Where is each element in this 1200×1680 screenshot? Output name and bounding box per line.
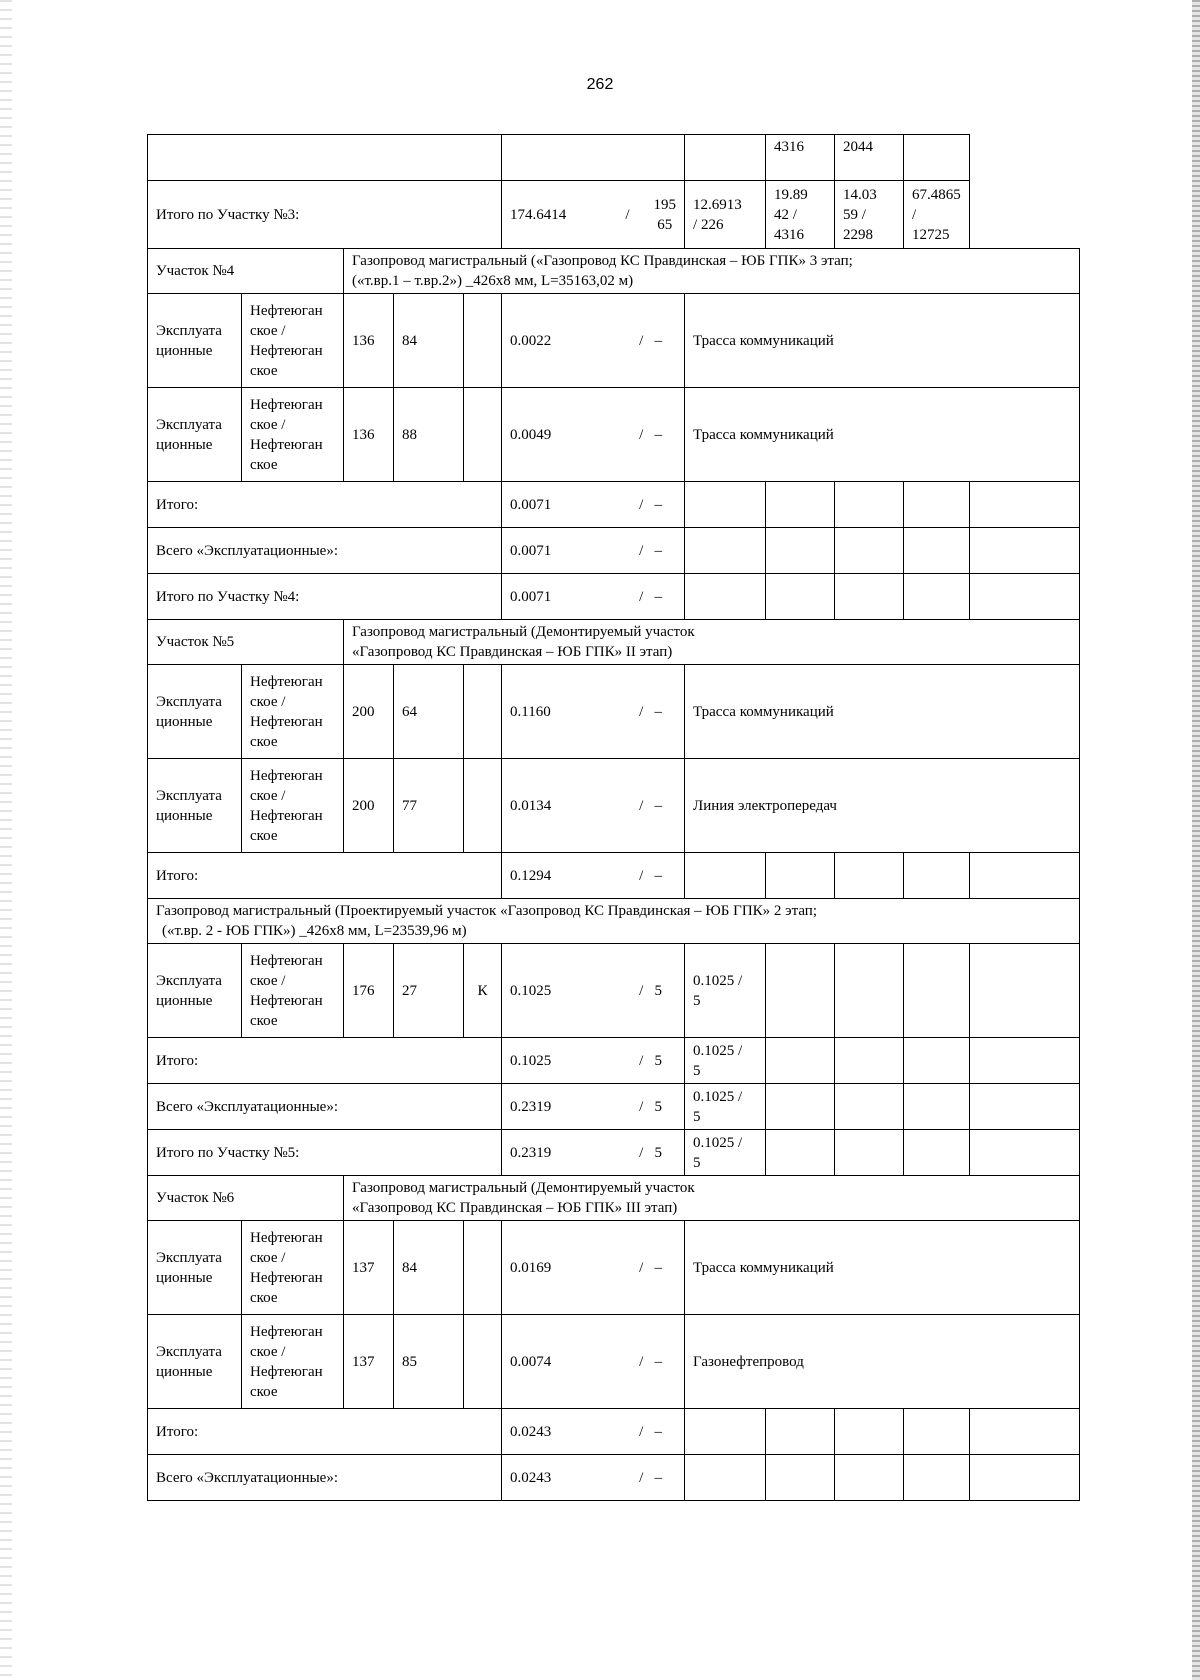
cell-line: 2298 [843,226,874,243]
area-value: 0.0049 [510,426,552,443]
cell-line: 0.1025 / [693,1088,743,1105]
total-label: Итого по Участку №5: [148,1130,502,1176]
location-line: ское [250,1289,278,1306]
division-cell: 77 [394,759,464,853]
area-cell [502,1409,685,1455]
area-cell [502,528,685,574]
total-row [148,1409,1080,1455]
cell-value [685,944,766,1038]
empty-cell [835,944,904,1038]
category-line: ционные [156,342,213,359]
location-cell [242,388,344,482]
division-cell: 27 [394,944,464,1038]
area-separator: / [639,1423,644,1440]
category-line: Эксплуата [156,416,222,433]
area-separator: / [639,496,644,513]
cell-value [685,1038,766,1084]
cell-value [835,181,904,249]
area-cell [502,1038,685,1084]
description-line: «Газопровод КС Правдинская – ЮБ ГПК» II этап) [352,644,673,660]
cell-line: 67.4865 / [912,186,961,223]
empty-cell [685,528,766,574]
quarter-cell: 200 [344,759,394,853]
location-line: ское [250,1383,278,1400]
location-line: ское / [250,322,286,339]
area-separator: / [639,1469,644,1486]
empty-cell [970,1038,1080,1084]
area-cell [502,1315,685,1409]
description-line: Газопровод магистральный (Проектируемый участок «Газопровод КС Правдинская – ЮБ ГПК» 2 этап; [156,903,817,919]
empty-cell [766,528,835,574]
cell-line: 12.6913 [693,196,742,213]
location-line: Нефтеюган [250,673,323,690]
area-value: 0.1160 [510,703,551,720]
area-cell [502,665,685,759]
area-separator: / [639,867,644,884]
area-value: 65 [657,216,673,233]
total-label: Всего «Эксплуатационные»: [148,528,502,574]
empty-cell [766,1084,835,1130]
category-line: ционные [156,807,213,824]
purpose-cell: Трасса коммуникаций [685,388,1080,482]
area-cell [502,853,685,899]
category-cell [148,294,242,388]
cell-value [766,181,835,249]
empty-cell [685,1455,766,1501]
category-cell [148,388,242,482]
cell-line: 5 [693,992,701,1009]
empty-cell [904,1130,970,1176]
area-value: 195 [653,196,677,213]
empty-cell [766,944,835,1038]
total-label: Итого по Участку №3: [148,181,502,249]
table-row [148,1315,1080,1409]
cell-value: 2044 [835,135,904,181]
cell-line: 12725 [912,226,950,243]
cell-line: 42 / [774,206,797,223]
empty-cell [904,482,970,528]
category-line: Эксплуата [156,1343,222,1360]
area-value: 0.0243 [510,1469,552,1486]
empty-cell [148,135,502,181]
area-rest: – [654,1353,663,1370]
total-row [148,574,1080,620]
location-cell [242,759,344,853]
cell-line: 5 [693,1154,701,1171]
empty-cell [766,574,835,620]
cell-line: 5 [693,1108,701,1125]
mark-cell [464,1221,502,1315]
cell-value [685,1130,766,1176]
table-row [148,944,1080,1038]
category-line: Эксплуата [156,693,222,710]
area-separator: / [639,1098,644,1115]
location-line: ское [250,733,278,750]
empty-cell [970,1455,1080,1501]
cell-line: 14.03 [843,186,877,203]
empty-cell [835,1130,904,1176]
empty-cell [970,1409,1080,1455]
scan-edge-right [1192,0,1200,1680]
area-cell [502,388,685,482]
area-separator: / [639,703,644,720]
location-line: Нефтеюган [250,302,323,319]
empty-cell [766,482,835,528]
area-cell [502,1455,685,1501]
description-line: («т.вр. 2 - ЮБ ГПК») _426x8 мм, L=23539,96 м) [162,923,467,939]
location-line: Нефтеюган [250,1363,323,1380]
location-line: Нефтеюган [250,1229,323,1246]
empty-cell [685,574,766,620]
location-cell [242,1221,344,1315]
area-rest: – [654,1469,663,1486]
area-rest: – [654,703,663,720]
location-line: Нефтеюган [250,767,323,784]
section-header-row [148,620,1080,665]
table-row [148,759,1080,853]
description-line: Газопровод магистральный («Газопровод КС Правдинская – ЮБ ГПК» 3 этап; [352,253,853,269]
empty-cell [970,1130,1080,1176]
table-row [148,294,1080,388]
empty-cell [835,1409,904,1455]
category-line: Эксплуата [156,972,222,989]
table-row [148,1221,1080,1315]
empty-cell [835,1038,904,1084]
quarter-cell: 136 [344,294,394,388]
quarter-cell: 176 [344,944,394,1038]
location-cell [242,1315,344,1409]
area-rest: – [654,1423,663,1440]
empty-cell [835,574,904,620]
area-separator: / [639,426,644,443]
location-line: Нефтеюган [250,342,323,359]
area-value: 0.2319 [510,1098,552,1115]
location-line: ское [250,456,278,473]
table-row [148,665,1080,759]
area-separator: / [639,542,644,559]
location-line: Нефтеюган [250,396,323,413]
description-line: «Газопровод КС Правдинская – ЮБ ГПК» III этап) [352,1200,678,1216]
area-value: 0.1294 [510,867,552,884]
area-rest: 5 [654,1052,663,1069]
area-separator: / [639,1259,644,1276]
area-rest: – [654,332,663,349]
mark-cell: К [464,944,502,1038]
category-cell [148,944,242,1038]
cell-line: 4316 [774,226,805,243]
empty-cell [970,1084,1080,1130]
subsection-header-row [148,899,1080,944]
area-cell [502,1084,685,1130]
empty-cell [970,853,1080,899]
division-cell: 85 [394,1315,464,1409]
quarter-cell: 200 [344,665,394,759]
page-number: 262 [586,76,614,93]
area-separator: / [639,1052,644,1069]
empty-cell [766,853,835,899]
cell-line: 5 [693,1062,701,1079]
location-line: Нефтеюган [250,992,323,1009]
empty-cell [904,853,970,899]
description-line: Газопровод магистральный (Демонтируемый участок [352,624,695,640]
empty-cell [904,574,970,620]
location-line: Нефтеюган [250,1323,323,1340]
section-title: Участок №5 [148,620,344,665]
location-line: ское / [250,1343,286,1360]
quarter-cell: 137 [344,1315,394,1409]
total-label: Всего «Эксплуатационные»: [148,1084,502,1130]
category-line: ционные [156,436,213,453]
total-row [148,853,1080,899]
area-rest: – [654,797,663,814]
empty-cell [904,1455,970,1501]
area-value: 0.0074 [510,1353,552,1370]
empty-cell [904,1038,970,1084]
area-separator: / [639,1144,644,1161]
cell-line: 59 / [843,206,866,223]
cell-line: 0.1025 / [693,1042,743,1059]
purpose-cell: Трасса коммуникаций [685,294,1080,388]
section-title: Участок №6 [148,1176,344,1221]
location-line: Нефтеюган [250,713,323,730]
mark-cell [464,759,502,853]
area-rest: – [654,1259,663,1276]
empty-cell [970,482,1080,528]
cell-line: / 226 [693,216,724,233]
empty-cell [685,482,766,528]
category-line: ционные [156,1363,213,1380]
area-rest: – [654,588,663,605]
area-cell [502,759,685,853]
area-cell [502,574,685,620]
location-line: ское / [250,693,286,710]
empty-cell [835,528,904,574]
section-header-row [148,1176,1080,1221]
mark-cell [464,1315,502,1409]
area-value: 174.6414 [510,206,567,223]
location-line: ское / [250,972,286,989]
location-line: Нефтеюган [250,952,323,969]
category-cell [148,665,242,759]
area-rest: – [654,496,663,513]
area-cell [502,1130,685,1176]
purpose-cell: Линия электропередач [685,759,1080,853]
location-line: ское [250,362,278,379]
division-cell: 84 [394,1221,464,1315]
quarter-cell: 137 [344,1221,394,1315]
purpose-cell: Трасса коммуникаций [685,665,1080,759]
area-cell [502,482,685,528]
empty-cell [766,1455,835,1501]
category-line: ционные [156,992,213,1009]
empty-cell [835,1084,904,1130]
area-rest: – [654,426,663,443]
total-label: Итого: [148,1038,502,1084]
section-description [344,1176,1080,1221]
total-row [148,528,1080,574]
location-line: Нефтеюган [250,807,323,824]
area-value: 0.0022 [510,332,552,349]
section-description [344,249,1080,294]
empty-cell [904,1084,970,1130]
mark-cell [464,294,502,388]
total-row [148,482,1080,528]
empty-cell [685,1409,766,1455]
empty-cell [970,574,1080,620]
category-cell [148,1221,242,1315]
location-line: ское / [250,1249,286,1266]
cell-value [904,181,970,249]
empty-cell [685,135,766,181]
area-value: 0.0243 [510,1423,552,1440]
cell-value [685,1084,766,1130]
category-line: Эксплуата [156,322,222,339]
category-line: Эксплуата [156,1249,222,1266]
area-cell [502,944,685,1038]
area-value: 0.1025 [510,982,552,999]
mark-cell [464,665,502,759]
area-rest: – [654,867,663,884]
cell-line: 19.89 [774,186,808,203]
location-line: ское [250,827,278,844]
land-plots-table [147,134,1080,1501]
table-row [148,135,1080,181]
location-cell [242,294,344,388]
empty-cell [766,1409,835,1455]
area-rest: 5 [654,1144,663,1161]
area-value: 0.0071 [510,496,552,513]
empty-cell [766,1038,835,1084]
section-3-total-row [148,181,1080,249]
description-line: («т.вр.1 – т.вр.2») _426x8 мм, L=35163,02 м) [352,273,634,289]
section-description [344,620,1080,665]
empty-cell [904,135,970,181]
scan-edge-left [0,0,12,1680]
division-cell: 84 [394,294,464,388]
category-line: ционные [156,713,213,730]
section-header-row [148,249,1080,294]
area-cell [502,181,685,249]
mark-cell [464,388,502,482]
category-line: ционные [156,1269,213,1286]
area-separator: / [639,982,644,999]
total-label: Всего «Эксплуатационные»: [148,1455,502,1501]
total-row [148,1038,1080,1084]
cell-line: 0.1025 / [693,972,743,989]
area-cell [502,294,685,388]
area-separator: / [639,797,644,814]
category-line: Эксплуата [156,787,222,804]
location-line: Нефтеюган [250,436,323,453]
area-value: 0.0071 [510,542,552,559]
location-cell [242,944,344,1038]
empty-cell [970,944,1080,1038]
category-cell [148,1315,242,1409]
division-cell: 88 [394,388,464,482]
area-separator: / [639,588,644,605]
purpose-cell: Газонефтепровод [685,1315,1080,1409]
empty-cell [904,944,970,1038]
empty-cell [904,528,970,574]
empty-cell [835,853,904,899]
area-rest: 5 [654,982,663,999]
location-cell [242,665,344,759]
division-cell: 64 [394,665,464,759]
location-line: ское [250,1012,278,1029]
empty-cell [970,528,1080,574]
area-value: 0.1025 [510,1052,552,1069]
quarter-cell: 136 [344,388,394,482]
location-line: Нефтеюган [250,1269,323,1286]
area-separator: / [639,1353,644,1370]
total-label: Итого: [148,1409,502,1455]
location-line: ское / [250,787,286,804]
empty-cell [502,135,685,181]
subsection-description [148,899,1080,944]
total-label: Итого: [148,482,502,528]
category-cell [148,759,242,853]
area-separator: / [625,206,630,223]
description-line: Газопровод магистральный (Демонтируемый участок [352,1180,695,1196]
total-label: Итого: [148,853,502,899]
total-row [148,1455,1080,1501]
location-line: ское / [250,416,286,433]
area-value: 0.2319 [510,1144,552,1161]
cell-value [685,181,766,249]
area-cell [502,1221,685,1315]
area-value: 0.0169 [510,1259,552,1276]
area-rest: – [654,542,663,559]
area-separator: / [639,332,644,349]
cell-line: 0.1025 / [693,1134,743,1151]
table-row [148,388,1080,482]
empty-cell [685,853,766,899]
total-row [148,1084,1080,1130]
area-value: 0.0071 [510,588,552,605]
area-rest: 5 [654,1098,663,1115]
total-row [148,1130,1080,1176]
cell-value: 4316 [766,135,835,181]
empty-cell [904,1409,970,1455]
purpose-cell: Трасса коммуникаций [685,1221,1080,1315]
total-label: Итого по Участку №4: [148,574,502,620]
area-value: 0.0134 [510,797,552,814]
empty-cell [766,1130,835,1176]
section-title: Участок №4 [148,249,344,294]
empty-cell [835,1455,904,1501]
empty-cell [835,482,904,528]
